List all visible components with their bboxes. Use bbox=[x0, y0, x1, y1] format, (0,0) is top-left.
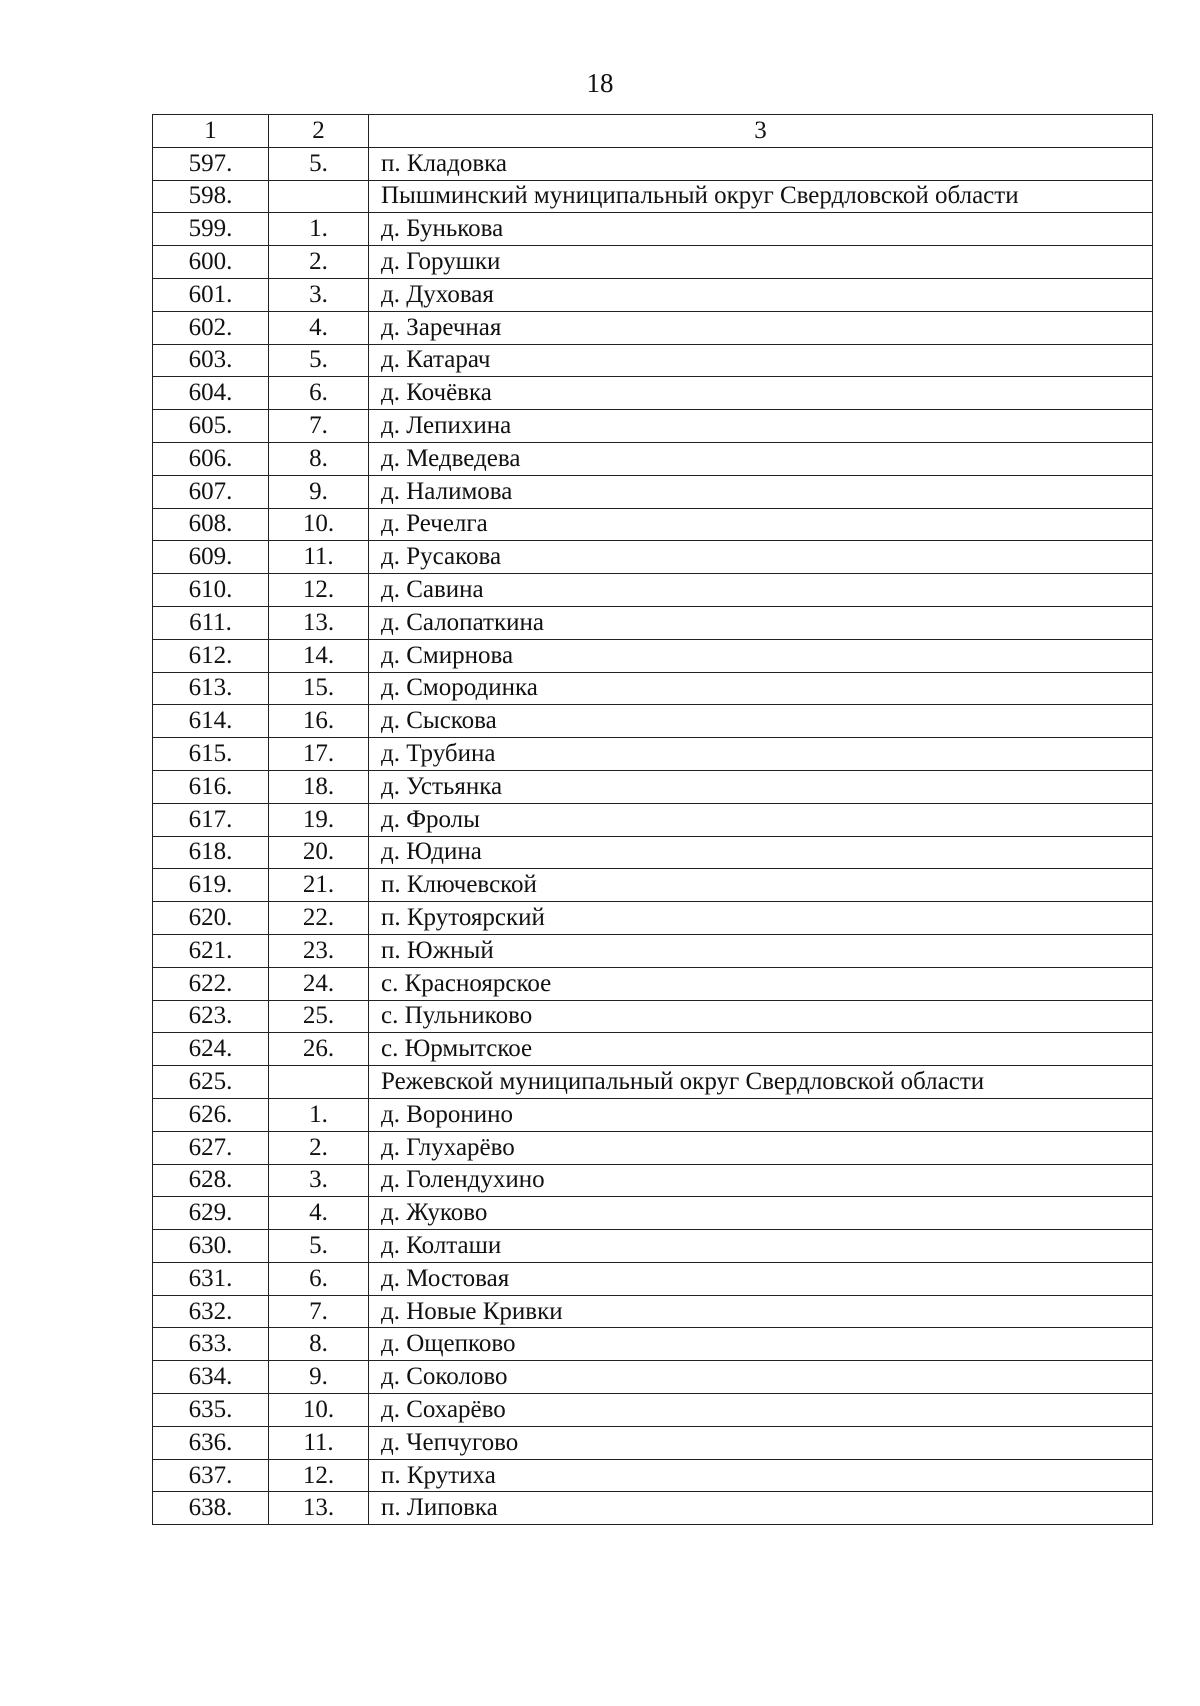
settlement-name-cell: д. Воронино bbox=[369, 1098, 1153, 1131]
sub-number-cell: 2. bbox=[269, 246, 369, 279]
row-number-cell: 617. bbox=[153, 803, 269, 836]
table-row bbox=[153, 672, 1153, 705]
sub-number-cell: 21. bbox=[269, 869, 369, 902]
table-row bbox=[153, 1164, 1153, 1197]
row-number-cell: 621. bbox=[153, 934, 269, 967]
row-number-cell: 601. bbox=[153, 278, 269, 311]
table-row bbox=[153, 180, 1153, 213]
row-number-cell: 631. bbox=[153, 1262, 269, 1295]
settlement-name-cell: д. Бунькова bbox=[369, 213, 1153, 246]
settlement-name-cell: д. Новые Кривки bbox=[369, 1295, 1153, 1328]
table-row bbox=[153, 967, 1153, 1000]
settlement-name-cell: п. Южный bbox=[369, 934, 1153, 967]
settlement-name-cell: д. Заречная bbox=[369, 311, 1153, 344]
settlement-name-cell: д. Савина bbox=[369, 574, 1153, 607]
settlement-name-cell: Пышминский муниципальный округ Свердловской области bbox=[369, 180, 1153, 213]
row-number-cell: 633. bbox=[153, 1328, 269, 1361]
settlement-name-cell: д. Сыскова bbox=[369, 705, 1153, 738]
sub-number-cell: 22. bbox=[269, 902, 369, 935]
column-header-3: 3 bbox=[369, 115, 1153, 148]
settlement-name-cell: д. Юдина bbox=[369, 836, 1153, 869]
column-header-1: 1 bbox=[153, 115, 269, 148]
sub-number-cell: 8. bbox=[269, 442, 369, 475]
row-number-cell: 602. bbox=[153, 311, 269, 344]
settlement-name-cell: д. Салопаткина bbox=[369, 606, 1153, 639]
settlement-name-cell: д. Фролы bbox=[369, 803, 1153, 836]
settlement-name-cell: д. Колташи bbox=[369, 1230, 1153, 1263]
table-row bbox=[153, 442, 1153, 475]
settlement-name-cell: д. Мостовая bbox=[369, 1262, 1153, 1295]
table-row bbox=[153, 377, 1153, 410]
row-number-cell: 609. bbox=[153, 541, 269, 574]
settlement-name-cell: д. Устьянка bbox=[369, 770, 1153, 803]
settlement-name-cell: д. Русакова bbox=[369, 541, 1153, 574]
row-number-cell: 630. bbox=[153, 1230, 269, 1263]
table-row bbox=[153, 639, 1153, 672]
settlements-table bbox=[152, 114, 1153, 1525]
sub-number-cell: 25. bbox=[269, 1000, 369, 1033]
table-row bbox=[153, 147, 1153, 180]
sub-number-cell: 19. bbox=[269, 803, 369, 836]
row-number-cell: 603. bbox=[153, 344, 269, 377]
sub-number-cell: 4. bbox=[269, 311, 369, 344]
settlement-name-cell: д. Голендухино bbox=[369, 1164, 1153, 1197]
row-number-cell: 615. bbox=[153, 738, 269, 771]
row-number-cell: 600. bbox=[153, 246, 269, 279]
row-number-cell: 635. bbox=[153, 1394, 269, 1427]
row-number-cell: 619. bbox=[153, 869, 269, 902]
sub-number-cell: 12. bbox=[269, 574, 369, 607]
table-row bbox=[153, 1131, 1153, 1164]
table-row bbox=[153, 311, 1153, 344]
row-number-cell: 597. bbox=[153, 147, 269, 180]
sub-number-cell: 7. bbox=[269, 1295, 369, 1328]
sub-number-cell: 10. bbox=[269, 508, 369, 541]
table-row bbox=[153, 1328, 1153, 1361]
sub-number-cell: 9. bbox=[269, 1361, 369, 1394]
settlement-name-cell: д. Кочёвка bbox=[369, 377, 1153, 410]
row-number-cell: 611. bbox=[153, 606, 269, 639]
row-number-cell: 636. bbox=[153, 1426, 269, 1459]
table-row bbox=[153, 1066, 1153, 1099]
table-row bbox=[153, 606, 1153, 639]
table-row bbox=[153, 344, 1153, 377]
sub-number-cell: 5. bbox=[269, 344, 369, 377]
sub-number-cell: 17. bbox=[269, 738, 369, 771]
table-row bbox=[153, 574, 1153, 607]
row-number-cell: 612. bbox=[153, 639, 269, 672]
row-number-cell: 620. bbox=[153, 902, 269, 935]
table-row bbox=[153, 1262, 1153, 1295]
row-number-cell: 634. bbox=[153, 1361, 269, 1394]
table-row bbox=[153, 1098, 1153, 1131]
sub-number-cell: 1. bbox=[269, 213, 369, 246]
settlement-name-cell: д. Глухарёво bbox=[369, 1131, 1153, 1164]
sub-number-cell: 6. bbox=[269, 1262, 369, 1295]
sub-number-cell: 13. bbox=[269, 1492, 369, 1525]
settlement-name-cell: Режевской муниципальный округ Свердловской области bbox=[369, 1066, 1153, 1099]
sub-number-cell: 15. bbox=[269, 672, 369, 705]
row-number-cell: 637. bbox=[153, 1459, 269, 1492]
sub-number-cell: 24. bbox=[269, 967, 369, 1000]
settlement-name-cell: д. Катарач bbox=[369, 344, 1153, 377]
sub-number-cell: 13. bbox=[269, 606, 369, 639]
sub-number-cell: 10. bbox=[269, 1394, 369, 1427]
table-row bbox=[153, 1295, 1153, 1328]
table-row bbox=[153, 836, 1153, 869]
sub-number-cell: 20. bbox=[269, 836, 369, 869]
table-row bbox=[153, 1000, 1153, 1033]
table-header-row bbox=[153, 115, 1153, 148]
table-row bbox=[153, 1426, 1153, 1459]
table-row bbox=[153, 541, 1153, 574]
sub-number-cell: 23. bbox=[269, 934, 369, 967]
table-row bbox=[153, 705, 1153, 738]
row-number-cell: 604. bbox=[153, 377, 269, 410]
sub-number-cell: 11. bbox=[269, 541, 369, 574]
page-number: 18 bbox=[586, 68, 614, 98]
table-row bbox=[153, 1230, 1153, 1263]
row-number-cell: 628. bbox=[153, 1164, 269, 1197]
sub-number-cell: 1. bbox=[269, 1098, 369, 1131]
row-number-cell: 613. bbox=[153, 672, 269, 705]
settlement-name-cell: п. Крутоярский bbox=[369, 902, 1153, 935]
sub-number-cell: 2. bbox=[269, 1131, 369, 1164]
settlement-name-cell: д. Налимова bbox=[369, 475, 1153, 508]
row-number-cell: 632. bbox=[153, 1295, 269, 1328]
table-row bbox=[153, 738, 1153, 771]
table-row bbox=[153, 902, 1153, 935]
settlement-name-cell: д. Ощепково bbox=[369, 1328, 1153, 1361]
row-number-cell: 605. bbox=[153, 410, 269, 443]
row-number-cell: 623. bbox=[153, 1000, 269, 1033]
table-row bbox=[153, 1492, 1153, 1525]
settlement-name-cell: д. Сохарёво bbox=[369, 1394, 1153, 1427]
sub-number-cell bbox=[269, 180, 369, 213]
row-number-cell: 610. bbox=[153, 574, 269, 607]
table-row bbox=[153, 508, 1153, 541]
table-row bbox=[153, 869, 1153, 902]
row-number-cell: 629. bbox=[153, 1197, 269, 1230]
settlement-name-cell: д. Чепчугово bbox=[369, 1426, 1153, 1459]
sub-number-cell: 8. bbox=[269, 1328, 369, 1361]
settlement-name-cell: д. Трубина bbox=[369, 738, 1153, 771]
sub-number-cell: 26. bbox=[269, 1033, 369, 1066]
settlement-name-cell: д. Медведева bbox=[369, 442, 1153, 475]
row-number-cell: 627. bbox=[153, 1131, 269, 1164]
settlement-name-cell: д. Лепихина bbox=[369, 410, 1153, 443]
settlement-name-cell: с. Юрмытское bbox=[369, 1033, 1153, 1066]
sub-number-cell bbox=[269, 1066, 369, 1099]
settlement-name-cell: д. Духовая bbox=[369, 278, 1153, 311]
settlement-name-cell: п. Кладовка bbox=[369, 147, 1153, 180]
settlement-name-cell: п. Липовка bbox=[369, 1492, 1153, 1525]
sub-number-cell: 11. bbox=[269, 1426, 369, 1459]
table-row bbox=[153, 1394, 1153, 1427]
table-row bbox=[153, 246, 1153, 279]
settlement-name-cell: д. Соколово bbox=[369, 1361, 1153, 1394]
table-row bbox=[153, 803, 1153, 836]
row-number-cell: 616. bbox=[153, 770, 269, 803]
sub-number-cell: 14. bbox=[269, 639, 369, 672]
table-row bbox=[153, 1459, 1153, 1492]
table-row bbox=[153, 278, 1153, 311]
row-number-cell: 625. bbox=[153, 1066, 269, 1099]
row-number-cell: 608. bbox=[153, 508, 269, 541]
column-header-2: 2 bbox=[269, 115, 369, 148]
row-number-cell: 622. bbox=[153, 967, 269, 1000]
table-row bbox=[153, 475, 1153, 508]
sub-number-cell: 7. bbox=[269, 410, 369, 443]
row-number-cell: 638. bbox=[153, 1492, 269, 1525]
sub-number-cell: 5. bbox=[269, 1230, 369, 1263]
row-number-cell: 618. bbox=[153, 836, 269, 869]
settlement-name-cell: д. Смородинка bbox=[369, 672, 1153, 705]
sub-number-cell: 3. bbox=[269, 278, 369, 311]
table-body bbox=[153, 147, 1153, 1524]
table-row bbox=[153, 1197, 1153, 1230]
row-number-cell: 624. bbox=[153, 1033, 269, 1066]
table-row bbox=[153, 1361, 1153, 1394]
row-number-cell: 614. bbox=[153, 705, 269, 738]
table-row bbox=[153, 213, 1153, 246]
sub-number-cell: 16. bbox=[269, 705, 369, 738]
row-number-cell: 606. bbox=[153, 442, 269, 475]
sub-number-cell: 9. bbox=[269, 475, 369, 508]
settlement-name-cell: п. Ключевской bbox=[369, 869, 1153, 902]
table-row bbox=[153, 1033, 1153, 1066]
row-number-cell: 598. bbox=[153, 180, 269, 213]
sub-number-cell: 6. bbox=[269, 377, 369, 410]
settlement-name-cell: с. Пульниково bbox=[369, 1000, 1153, 1033]
row-number-cell: 599. bbox=[153, 213, 269, 246]
row-number-cell: 607. bbox=[153, 475, 269, 508]
table-row bbox=[153, 410, 1153, 443]
row-number-cell: 626. bbox=[153, 1098, 269, 1131]
settlement-name-cell: с. Красноярское bbox=[369, 967, 1153, 1000]
sub-number-cell: 18. bbox=[269, 770, 369, 803]
settlement-name-cell: д. Жуково bbox=[369, 1197, 1153, 1230]
sub-number-cell: 3. bbox=[269, 1164, 369, 1197]
table-row bbox=[153, 770, 1153, 803]
settlement-name-cell: п. Крутиха bbox=[369, 1459, 1153, 1492]
table-row bbox=[153, 934, 1153, 967]
sub-number-cell: 12. bbox=[269, 1459, 369, 1492]
settlement-name-cell: д. Речелга bbox=[369, 508, 1153, 541]
sub-number-cell: 4. bbox=[269, 1197, 369, 1230]
sub-number-cell: 5. bbox=[269, 147, 369, 180]
settlement-name-cell: д. Смирнова bbox=[369, 639, 1153, 672]
settlement-name-cell: д. Горушки bbox=[369, 246, 1153, 279]
